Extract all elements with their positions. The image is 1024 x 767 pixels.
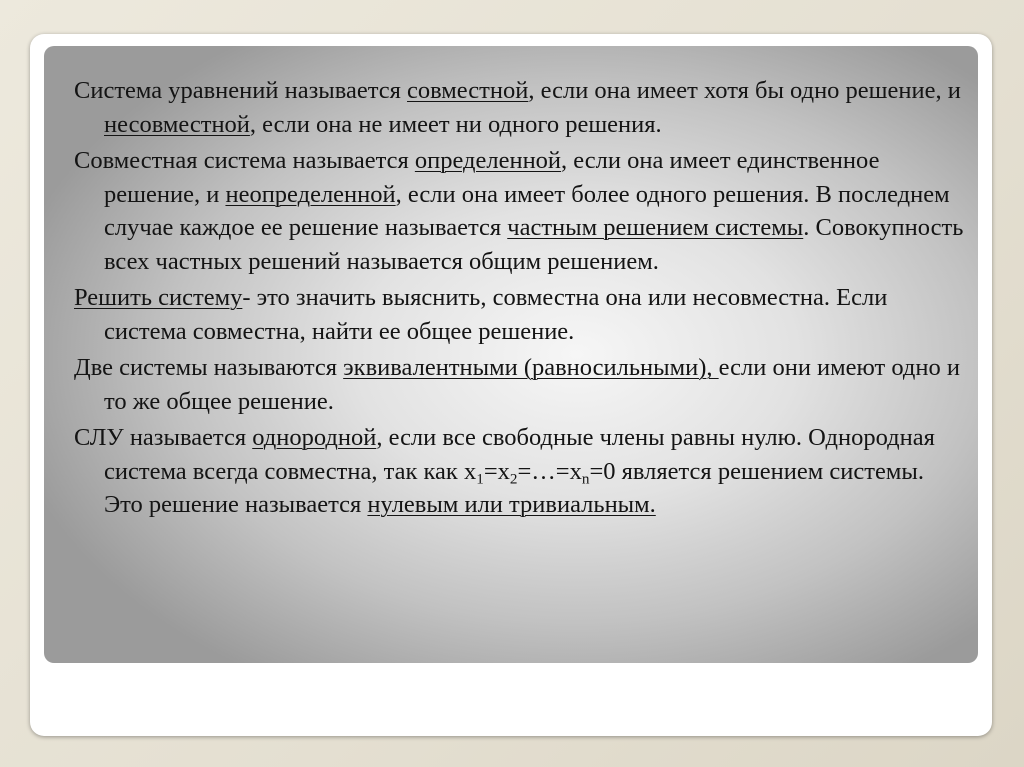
text-run: , если она имеет более одного решения. В последнем случае каждое ее решение называется xyxy=(104,180,950,241)
text-run: Система уравнений называется xyxy=(74,77,408,104)
paragraph-determined-system xyxy=(74,144,964,278)
text-run: Совместная система называется xyxy=(74,147,415,174)
term-solve-system: Решить систему xyxy=(74,284,243,311)
text-run: =…=x xyxy=(517,457,582,485)
text-run: , если она имеет единственное решение, и xyxy=(104,147,880,208)
text-run: , если она имеет хотя бы одно решение, и xyxy=(528,77,961,104)
paragraph-solve-system xyxy=(74,281,964,348)
term-equivalent: эквивалентными (равносильными), xyxy=(343,354,719,381)
subscript: n xyxy=(581,470,590,488)
text-run: =x xyxy=(483,457,510,485)
subscript: 2 xyxy=(509,470,518,488)
slide-frame xyxy=(30,34,992,736)
paragraph-homogeneous-system xyxy=(74,421,964,522)
subscript: 1 xyxy=(476,470,484,488)
slide-text-body xyxy=(74,74,964,525)
term-determined: определенной xyxy=(414,147,562,174)
text-run: если они имеют одно и то же общее решение. xyxy=(104,354,960,415)
text-run: , если все свободные члены равны нулю. Однородная система всегда совместна, так как x xyxy=(104,424,935,485)
text-run: СЛУ называется xyxy=(74,424,253,451)
text-run: Две системы называются xyxy=(74,354,344,381)
text-run: , если она не имеет ни одного решения. xyxy=(249,110,662,138)
term-homogeneous: однородной xyxy=(252,424,377,451)
term-consistent: совместной xyxy=(407,77,529,104)
term-undetermined: неопределенной xyxy=(225,180,396,208)
text-run: =0 является решением системы. Это решение называется xyxy=(104,457,924,518)
term-particular-solution: частным решением системы xyxy=(507,214,804,241)
term-inconsistent: несовместной xyxy=(104,110,250,138)
text-run: - это значить выяснить, совместна она или несовместна. Если система совместна, найти ее общее решение. xyxy=(104,284,888,345)
paragraph-equivalent-systems xyxy=(74,351,964,418)
term-trivial-solution: нулевым или тривиальным. xyxy=(367,491,656,518)
text-run: . Совокупность всех частных решений называется общим решением. xyxy=(104,214,964,275)
paragraph-consistent-system xyxy=(74,74,964,141)
content-panel xyxy=(44,46,978,663)
